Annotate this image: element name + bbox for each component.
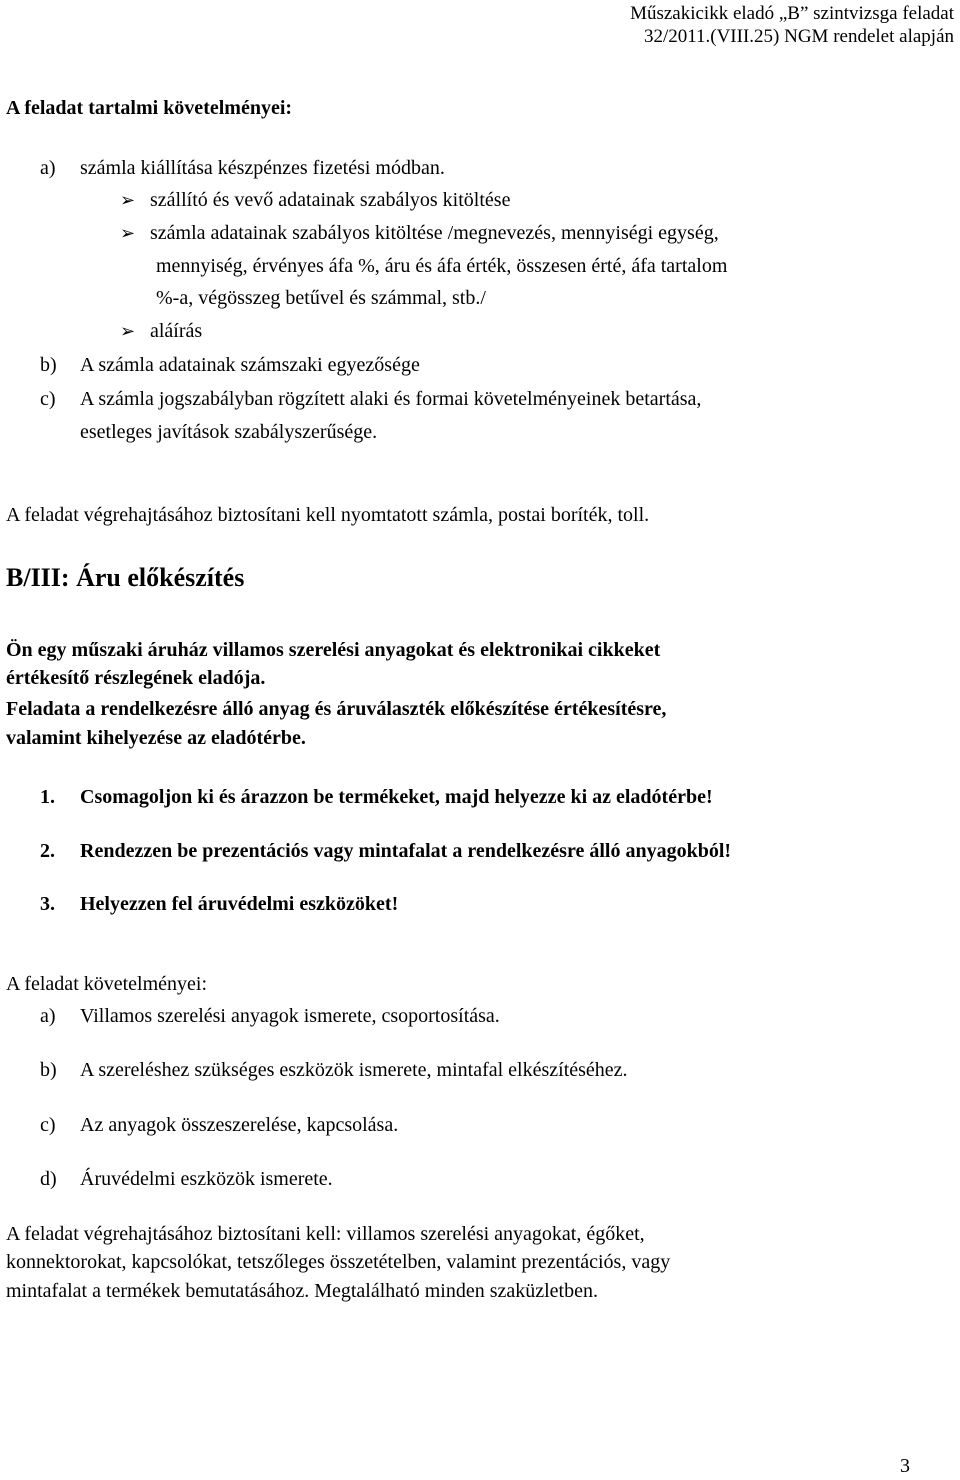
bullet-item: ➢ aláírás <box>120 320 203 342</box>
required-tools-text: A feladat végrehajtásához biztosítani kell nyomtatott számla, postai boríték, toll. <box>6 504 650 526</box>
item-label: a) <box>40 157 56 179</box>
list-item-a <box>40 156 445 180</box>
intro-line: értékesítő részlegének eladója. <box>6 667 266 689</box>
intro-line: Feladata a rendelkezésre álló anyag és áruválaszték előkészítése értékesítésre, <box>6 698 667 720</box>
arrow-bullet-icon: ➢ <box>120 321 136 341</box>
task-item: 3. Helyezzen fel áruvédelmi eszközöket! <box>40 893 399 915</box>
bullet-item: ➢ szállító és vevő adatainak szabályos kitöltése <box>120 189 511 211</box>
tools-line: A feladat végrehajtásához biztosítani kell: villamos szerelési anyagokat, égőket, <box>6 1223 645 1245</box>
section-title: B/III: Áru előkészítés <box>6 563 245 592</box>
header-line-2: 32/2011.(VIII.25) NGM rendelet alapján <box>643 26 954 47</box>
list-item-b: b) A számla adatainak számszaki egyezősége <box>40 354 420 376</box>
requirement-item: d) Áruvédelmi eszközök ismerete. <box>40 1168 333 1190</box>
bullet-item: ➢ számla adatainak szabályos kitöltése /megnevezés, mennyiségi egység, <box>120 222 719 244</box>
item-text: számla kiállítása készpénzes fizetési módban. <box>80 157 445 179</box>
header-line-1: Műszakicikk eladó „B” szintvizsga feladat <box>630 3 954 24</box>
tools-line: konnektorokat, kapcsolókat, tetszőleges összetételben, valamint prezentációs, vagy <box>6 1251 671 1273</box>
list-item-c-continuation: esetleges javítások szabályszerűsége. <box>80 421 378 443</box>
arrow-bullet-icon: ➢ <box>120 190 136 210</box>
requirement-item: a) Villamos szerelési anyagok ismerete, csoportosítása. <box>40 1005 500 1027</box>
task-item: 2. Rendezzen be prezentációs vagy mintafalat a rendelkezésre álló anyagokból! <box>40 840 732 862</box>
intro-line: Ön egy műszaki áruház villamos szerelési anyagokat és elektronikai cikkeket <box>6 639 661 661</box>
requirement-item: c) Az anyagok összeszerelése, kapcsolása. <box>40 1114 399 1136</box>
intro-line: valamint kihelyezése az eladótérbe. <box>6 727 306 749</box>
requirements-heading: A feladat követelményei: <box>6 973 208 995</box>
arrow-bullet-icon: ➢ <box>120 223 136 243</box>
content-requirements-heading: A feladat tartalmi követelményei: <box>6 97 293 119</box>
list-item-c: c) A számla jogszabályban rögzített alaki és formai követelményeinek betartása, <box>40 388 702 410</box>
bullet-continuation: mennyiség, érvényes áfa %, áru és áfa érték, összesen érté, áfa tartalom <box>156 255 728 277</box>
requirement-item: b) A szereléshez szükséges eszközök ismerete, mintafal elkészítéséhez. <box>40 1059 628 1081</box>
page-number: 3 <box>900 1455 910 1477</box>
tools-line: mintafalat a termékek bemutatásához. Megtalálható minden szaküzletben. <box>6 1280 598 1302</box>
task-item: 1. Csomagoljon ki és árazzon be termékeket, majd helyezze ki az eladótérbe! <box>40 786 713 808</box>
bullet-continuation: %-a, végösszeg betűvel és számmal, stb./ <box>156 287 486 309</box>
page-header <box>630 2 954 48</box>
